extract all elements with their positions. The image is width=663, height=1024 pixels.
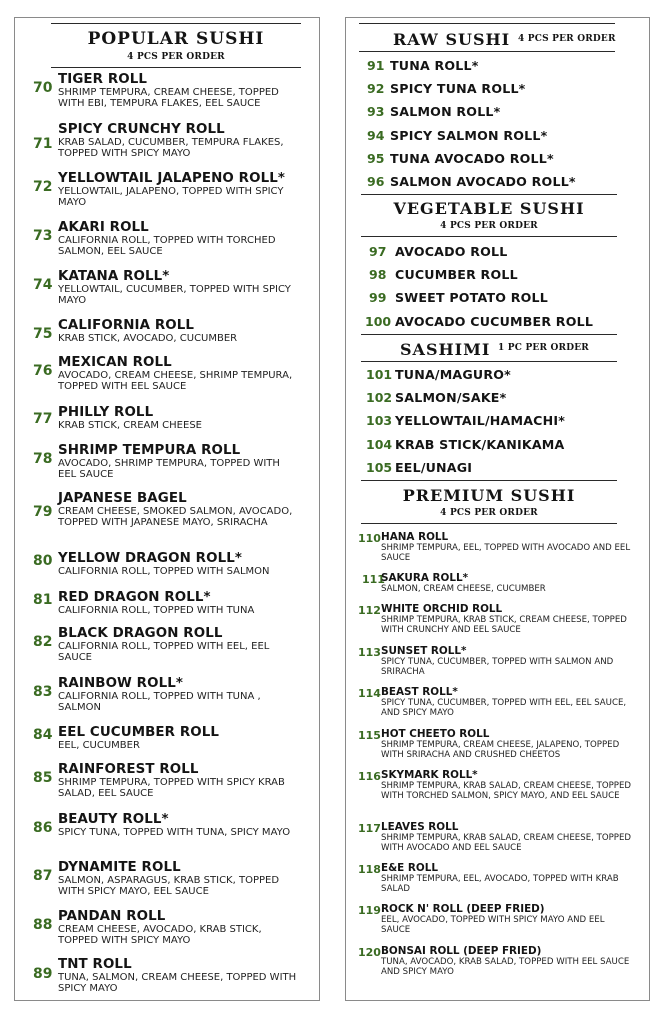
item-name: MEXICAN ROLL (58, 355, 172, 370)
item-description: SHRIMP TEMPURA, EEL, TOPPED WITH AVOCADO AND EEL SAUCE (381, 543, 631, 563)
item-description: CALIFORNIA ROLL, TOPPED WITH TUNA , SALMON (58, 691, 261, 713)
item-description: CALIFORNIA ROLL, TOPPED WITH EEL, EEL SAUCE (58, 641, 270, 663)
item-name: TNT ROLL (58, 957, 132, 972)
item-number: 103 (366, 413, 393, 429)
item-number: 117 (358, 822, 381, 835)
item-description: AVOCADO, SHRIMP TEMPURA, TOPPED WITH EEL SAUCE (58, 458, 280, 480)
section-divider (361, 361, 617, 362)
item-description: YELLOWTAIL, JALAPENO, TOPPED WITH SPICY MAYO (58, 186, 284, 208)
section-divider (361, 236, 617, 237)
item-name: TUNA AVOCADO ROLL* (390, 150, 554, 166)
item-description: AVOCADO, CREAM CHEESE, SHRIMP TEMPURA, TOPPED WITH EEL SAUCE (58, 370, 293, 392)
item-description: CREAM CHEESE, SMOKED SALMON, AVOCADO, TOPPED WITH JAPANESE MAYO, SRIRACHA (58, 506, 293, 528)
raw-sushi-subtitle: 4 PCS PER ORDER (518, 34, 616, 44)
item-name: ROCK N' ROLL (DEEP FRIED) (381, 903, 545, 915)
item-name: KRAB STICK/KANIKAMA (395, 436, 565, 452)
item-number: 99 (369, 290, 387, 306)
item-description: KRAB STICK, AVOCADO, CUCUMBER (58, 333, 238, 344)
item-number: 74 (33, 277, 53, 293)
item-name: RAINBOW ROLL* (58, 676, 183, 691)
item-number: 105 (366, 459, 393, 475)
item-name: SALMON/SAKE* (395, 390, 507, 406)
item-number: 112 (358, 604, 381, 617)
item-name: BONSAI ROLL (DEEP FRIED) (381, 945, 542, 957)
item-name: WHITE ORCHID ROLL (381, 603, 503, 615)
item-description: SHRIMP TEMPURA, KRAB SALAD, CREAM CHEESE, TOPPED WITH AVOCADO AND EEL SAUCE (381, 833, 632, 853)
item-number: 79 (33, 504, 53, 520)
item-name: HANA ROLL (381, 531, 449, 543)
item-name: AVOCADO ROLL (395, 244, 508, 259)
item-number: 101 (366, 367, 393, 382)
item-number: 72 (33, 179, 53, 195)
item-name: PANDAN ROLL (58, 909, 166, 924)
item-number: 111 (362, 573, 385, 586)
item-number: 85 (33, 770, 53, 786)
item-name: SUNSET ROLL* (381, 645, 467, 657)
sashimi-title: SASHIMI (400, 340, 491, 359)
sashimi-subtitle: 1 PC PER ORDER (498, 343, 589, 353)
item-name: AKARI ROLL (58, 220, 149, 235)
item-description: CALIFORNIA ROLL, TOPPED WITH SALMON (58, 566, 270, 577)
item-description: SHRIMP TEMPURA, CREAM CHEESE, TOPPED WITH EBI, TEMPURA FLAKES, EEL SAUCE (58, 87, 279, 109)
item-number: 97 (369, 244, 387, 259)
item-number: 86 (33, 820, 53, 836)
item-description: EEL, CUCUMBER (58, 740, 140, 751)
item-number: 89 (33, 966, 53, 982)
item-name: YELLOWTAIL JALAPENO ROLL* (58, 171, 285, 186)
item-number: 82 (33, 634, 53, 650)
item-number: 84 (33, 727, 53, 743)
item-number: 102 (366, 390, 393, 406)
item-description: CALIFORNIA ROLL, TOPPED WITH TORCHED SALMON, EEL SAUCE (58, 235, 276, 257)
item-number: 98 (369, 267, 387, 283)
item-description: SALMON, ASPARAGUS, KRAB STICK, TOPPED WITH SPICY MAYO, EEL SAUCE (58, 875, 280, 897)
item-name: BEAST ROLL* (381, 686, 458, 698)
item-name: SALMON ROLL* (390, 104, 501, 120)
item-description: SPICY TUNA, CUCUMBER, TOPPED WITH SALMON AND SRIRACHA (381, 657, 614, 677)
popular-sushi-subtitle: 4 PCS PER ORDER (127, 52, 225, 62)
item-name: CALIFORNIA ROLL (58, 318, 195, 333)
item-number: 93 (367, 104, 385, 120)
item-number: 119 (358, 904, 381, 917)
item-number: 96 (367, 174, 385, 189)
item-description: SPICY TUNA, CUCUMBER, TOPPED WITH EEL, EEL SAUCE, AND SPICY MAYO (381, 698, 627, 718)
item-description: SHRIMP TEMPURA, EEL, AVOCADO, TOPPED WITH KRAB SALAD (381, 874, 619, 894)
item-number: 80 (33, 553, 53, 569)
popular-sushi-title: POPULAR SUSHI (87, 29, 265, 49)
vegetable-sushi-subtitle: 4 PCS PER ORDER (440, 221, 538, 231)
item-number: 91 (367, 58, 385, 73)
item-name: AVOCADO CUCUMBER ROLL (395, 313, 594, 329)
item-name: LEAVES ROLL (381, 821, 459, 833)
item-name: SALMON AVOCADO ROLL* (390, 174, 576, 189)
item-number: 94 (367, 127, 385, 143)
item-description: SHRIMP TEMPURA, KRAB STICK, CREAM CHEESE, TOPPED WITH CRUNCHY AND EEL SAUCE (381, 615, 627, 635)
item-number: 76 (33, 363, 53, 379)
item-name: SKYMARK ROLL* (381, 769, 478, 781)
vegetable-sushi-title: VEGETABLE SUSHI (393, 199, 585, 218)
item-name: PHILLY ROLL (58, 405, 154, 420)
item-number: 77 (33, 411, 53, 427)
item-number: 71 (33, 136, 53, 152)
item-number: 114 (358, 687, 381, 700)
item-name: EEL CUCUMBER ROLL (58, 725, 220, 740)
item-name: TUNA ROLL* (390, 58, 479, 73)
item-description: TUNA, AVOCADO, KRAB SALAD, TOPPED WITH EEL SAUCE AND SPICY MAYO (381, 957, 630, 977)
item-description: KRAB STICK, CREAM CHEESE (58, 420, 202, 431)
section-divider (51, 67, 301, 68)
item-number: 113 (358, 646, 381, 659)
item-name: HOT CHEETO ROLL (381, 728, 490, 740)
item-number: 104 (366, 436, 393, 452)
section-divider (51, 23, 301, 24)
item-name: KATANA ROLL* (58, 269, 170, 284)
item-number: 110 (358, 532, 381, 545)
item-name: YELLOWTAIL/HAMACHI* (395, 413, 566, 429)
item-name: EEL/UNAGI (395, 459, 473, 475)
item-number: 100 (365, 313, 392, 329)
item-name: SWEET POTATO ROLL (395, 290, 548, 306)
item-name: SHRIMP TEMPURA ROLL (58, 443, 241, 458)
item-name: E&E ROLL (381, 862, 438, 874)
item-description: YELLOWTAIL, CUCUMBER, TOPPED WITH SPICY MAYO (58, 284, 291, 306)
section-divider (359, 51, 615, 52)
item-name: JAPANESE BAGEL (58, 491, 187, 506)
section-divider (359, 23, 615, 24)
raw-sushi-title: RAW SUSHI (393, 30, 511, 49)
item-number: 75 (33, 326, 53, 342)
item-number: 88 (33, 917, 53, 933)
item-number: 118 (358, 863, 381, 876)
item-number: 83 (33, 684, 53, 700)
section-divider (361, 523, 617, 524)
item-description: EEL, AVOCADO, TOPPED WITH SPICY MAYO AND EEL SAUCE (381, 915, 605, 935)
item-name: DYNAMITE ROLL (58, 860, 181, 875)
item-number: 73 (33, 228, 53, 244)
item-number: 70 (33, 80, 53, 96)
item-number: 115 (358, 729, 381, 742)
item-name: SAKURA ROLL* (381, 572, 469, 584)
section-divider (361, 480, 617, 481)
section-divider (361, 194, 617, 195)
item-name: BLACK DRAGON ROLL (58, 626, 223, 641)
item-description: SHRIMP TEMPURA, TOPPED WITH SPICY KRAB SALAD, EEL SAUCE (58, 777, 285, 799)
item-name: TIGER ROLL (58, 72, 147, 87)
item-name: RED DRAGON ROLL* (58, 590, 211, 605)
item-number: 87 (33, 868, 53, 884)
item-name: SPICY CRUNCHY ROLL (58, 122, 225, 137)
item-description: KRAB SALAD, CUCUMBER, TEMPURA FLAKES, TOPPED WITH SPICY MAYO (58, 137, 284, 159)
item-name: CUCUMBER ROLL (395, 267, 518, 283)
item-name: SPICY SALMON ROLL* (390, 127, 548, 143)
item-description: SALMON, CREAM CHEESE, CUCUMBER (381, 584, 546, 594)
item-description: SHRIMP TEMPURA, KRAB SALAD, CREAM CHEESE, TOPPED WITH TORCHED SALMON, SPICY MAYO, AND EEL SAUCE (381, 781, 632, 801)
item-number: 116 (358, 770, 381, 783)
item-number: 92 (367, 81, 385, 97)
item-number: 78 (33, 451, 53, 467)
item-description: SPICY TUNA, TOPPED WITH TUNA, SPICY MAYO (58, 827, 291, 838)
item-description: TUNA, SALMON, CREAM CHEESE, TOPPED WITH SPICY MAYO (58, 972, 297, 994)
item-name: BEAUTY ROLL* (58, 812, 169, 827)
premium-sushi-title: PREMIUM SUSHI (402, 486, 576, 505)
item-description: CALIFORNIA ROLL, TOPPED WITH TUNA (58, 605, 255, 616)
item-name: SPICY TUNA ROLL* (390, 81, 526, 97)
item-number: 81 (33, 592, 53, 608)
item-name: YELLOW DRAGON ROLL* (58, 551, 242, 566)
item-description: SHRIMP TEMPURA, CREAM CHEESE, JALAPENO, TOPPED WITH SRIRACHA AND CRUSHED CHEETOS (381, 740, 620, 760)
item-number: 120 (358, 946, 381, 959)
item-description: CREAM CHEESE, AVOCADO, KRAB STICK, TOPPED WITH SPICY MAYO (58, 924, 262, 946)
item-number: 95 (367, 150, 385, 166)
item-name: RAINFOREST ROLL (58, 762, 199, 777)
section-divider (361, 334, 617, 335)
item-name: TUNA/MAGURO* (395, 367, 511, 382)
premium-sushi-subtitle: 4 PCS PER ORDER (440, 508, 538, 518)
